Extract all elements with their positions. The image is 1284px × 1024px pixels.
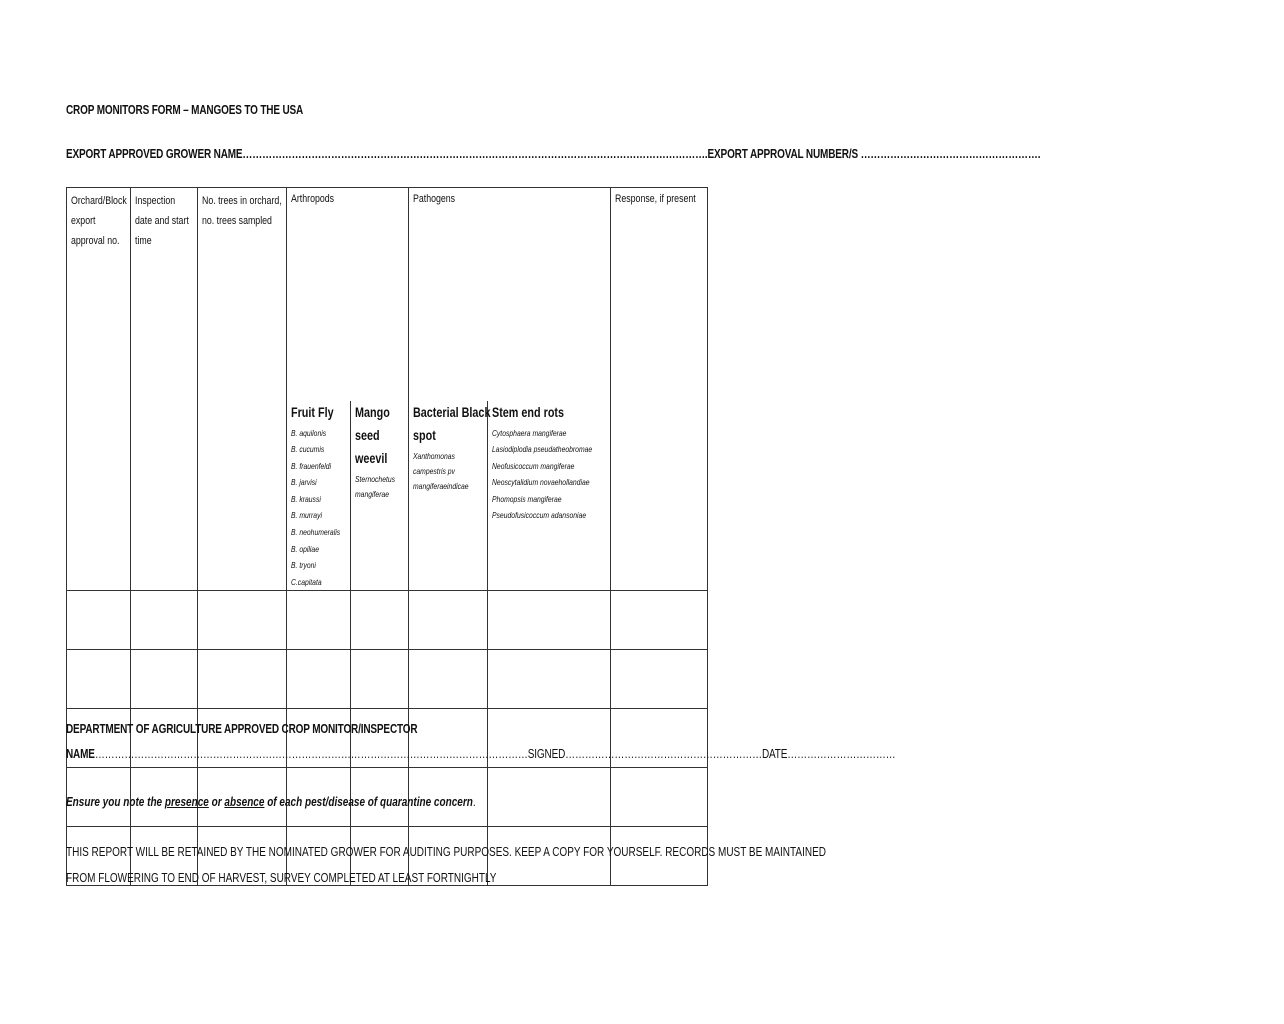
fruit-fly-species-item: B. neohumeralis (291, 527, 341, 538)
stem-end-rot-species-item: Phomopsis mangiferae (492, 493, 562, 504)
fruit-fly-species-item: B. kraussi (291, 493, 321, 504)
fruit-fly-species-item: B. jarvisi (291, 477, 317, 488)
monitoring-table (66, 187, 708, 886)
fruit-fly-species-item: B. murrayi (291, 510, 322, 521)
form-title: CROP MONITORS FORM – MANGOES TO THE USA (66, 103, 304, 117)
fruit-fly-cell: Fruit Fly B. aquilonis B. cucumis B. frauenfeldi B. jarvisi B. kraussi B. murrayi B. neohumeralis B. opiliae B. tryoni C.capitata (287, 401, 351, 591)
stem-end-rots-cell: Stem end rots Cytosphaera mangiferae Lasiodiplodia pseudatheobromae Neofusicoccum mangiferae Neoscytalidium novaehollandiae Phomopsis mangiferae Pseudofusicoccum adansoniae (488, 401, 611, 591)
name-label: NAME (66, 747, 95, 761)
header-pathogens: Pathogens (409, 188, 611, 401)
mango-seed-weevil-cell: Mango seed weevil Sternochetus mangiferae (351, 401, 409, 591)
stem-end-rots-species (488, 425, 610, 525)
header-arthropods: Arthropods (287, 188, 409, 401)
fruit-fly-species-item: B. frauenfeldi (291, 460, 332, 471)
stem-end-rot-species-item: Pseudofusicoccum adansoniae (492, 510, 587, 521)
header-orchard-block: Orchard/Block export approval no. (67, 188, 131, 591)
fruit-fly-species-item: B. aquilonis (291, 427, 327, 438)
stem-end-rot-species-item: Cytosphaera mangiferae (492, 427, 567, 438)
stem-end-rot-species-item: Lasiodiplodia pseudatheobromae (492, 444, 593, 455)
bacterial-black-spot-cell: Bacterial Black spot Xanthomonas campestris pv mangiferaeindicae (409, 401, 488, 591)
report-notice: THIS REPORT WILL BE RETAINED BY THE NOMINATED GROWER FOR AUDITING PURPOSES. KEEP A COPY FOR YOURSELF. RECORDS MUST BE MAINTAINED FROM FLOWERING TO END OF HARVEST, SURVEY COMPLETED AT LEAST FORTNIGHTLY (66, 845, 826, 885)
grower-line: EXPORT APPROVED GROWER NAME…………………………………………………………………………………………………………………………….EXPORT APPROVAL NUMBER/S ………………………………………………. (66, 147, 1041, 161)
dept-line: DEPARTMENT OF AGRICULTURE APPROVED CROP MONITOR/INSPECTOR (66, 722, 418, 736)
ensure-note: Ensure you note the presence or absence of each pest/disease of quarantine concern. (66, 795, 476, 809)
stem-end-rot-species-item: Neofusicoccum mangiferae (492, 460, 575, 471)
stem-end-rot-species-item: Neoscytalidium novaehollandiae (492, 477, 590, 488)
signature-line: NAME……………………………………………………………………………………………………………………SIGNED……………………………………………………DATE…………………………… (66, 747, 896, 761)
fruit-fly-species-item: B. cucumis (291, 444, 325, 455)
date-label: DATE (761, 747, 788, 761)
fruit-fly-species-item: B. opiliae (291, 543, 319, 554)
header-inspection: Inspection date and start time (131, 188, 198, 591)
entry-row[interactable] (67, 591, 708, 650)
signed-label: SIGNED (527, 747, 566, 761)
header-row (67, 188, 708, 401)
fruit-fly-species-item: B. tryoni (291, 560, 316, 571)
header-trees: No. trees in orchard, no. trees sampled (198, 188, 287, 591)
entry-row[interactable] (67, 650, 708, 709)
header-response: Response, if present (611, 188, 708, 591)
fruit-fly-species (287, 425, 350, 591)
fruit-fly-species-item: C.capitata (291, 576, 322, 587)
